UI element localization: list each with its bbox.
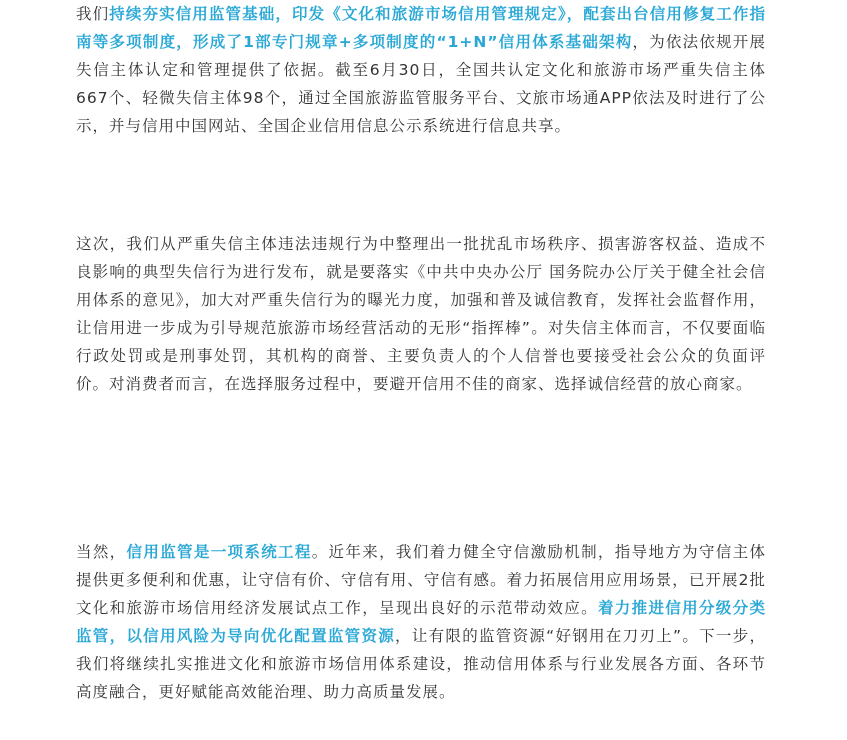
highlight-run: 着力推进信用分级分类监管，以信用风险为导向优化配置监管资源 xyxy=(76,599,766,645)
text-run: 这次，我们从严重失信主体违法违规行为中整理出一批扰乱市场秩序、损害游客权益、造成不良影响的典型失信行为进行发布，就是要落实《中共中央办公厅 国务院办公厅关于健全社会信用体系的意见》，加大对严重失信行为的曝光力度，加强和普及诚信教育，发挥社会监督作用，让信用进一步成为引导规范旅游市场经营活动的无形“指挥棒”。对失信主体而言，不仅要面临行政处罚或是刑事处罚，其机构的商誉、主要负责人的个人信誉也要接受社会公众的负面评价。对消费者而言，在选择服务过程中，要避开信用不佳的商家、选择诚信经营的放心商家。 xyxy=(76,235,766,393)
paragraph-typical-cases xyxy=(76,230,766,398)
paragraph-system-engineering xyxy=(76,538,766,706)
highlight-run: 信用监管是一项系统工程 xyxy=(126,543,312,561)
text-run: ，为依法依规开展失信主体认定和管理提供了依据。截至6月30日，全国共认定文化和旅游市场严重失信主体667个、轻微失信主体98个，通过全国旅游监管服务平台、文旅市场通APP依法及时进行了公示，并与信用中国网站、全国企业信用信息公示系统进行信息共享。 xyxy=(76,33,766,135)
text-run: 当然， xyxy=(76,543,127,561)
text-run: 我们 xyxy=(76,5,110,23)
text-run: 。近年来，我们着力健全守信激励机制，指导地方为守信主体提供更多便利和优惠，让守信有价、守信有用、守信有感。着力拓展信用应用场景，已开展2批文化和旅游市场信用经济发展试点工作，呈现出良好的示范带动效应。 xyxy=(76,543,766,617)
text-run: ，让有限的监管资源“好钢用在刀刃上”。下一步，我们将继续扎实推进文化和旅游市场信用体系建设，推动信用体系与行业发展各方面、各环节高度融合，更好赋能高效能治理、助力高质量发展。 xyxy=(76,627,766,701)
highlight-run: 持续夯实信用监管基础，印发《文化和旅游市场信用管理规定》，配套出台信用修复工作指南等多项制度，形成了1部专门规章+多项制度的“1+N”信用体系基础架构 xyxy=(76,5,766,51)
paragraph-credit-foundation xyxy=(76,0,766,140)
